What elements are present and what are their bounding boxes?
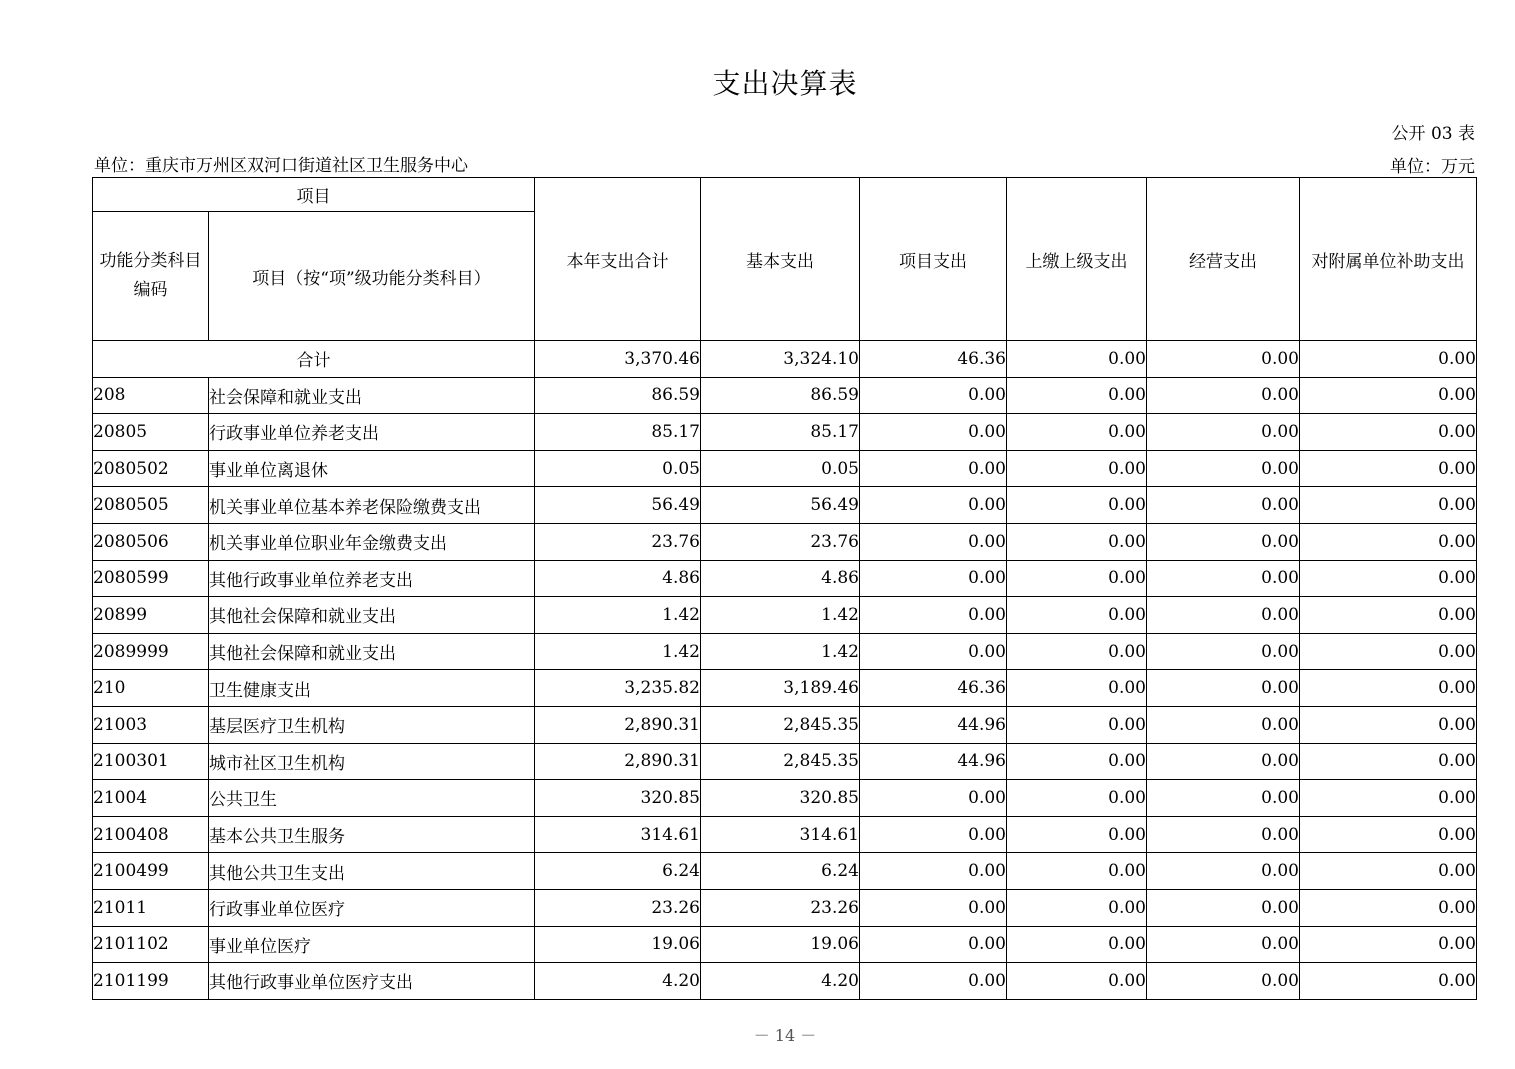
row-name: 基本公共卫生服务 xyxy=(209,816,535,853)
row-value: 0.00 xyxy=(860,487,1007,524)
row-value: 0.00 xyxy=(860,963,1007,1000)
row-value: 1.42 xyxy=(535,597,701,634)
header-subsidy: 对附属单位补助支出 xyxy=(1300,178,1477,341)
row-code: 2100301 xyxy=(93,743,209,780)
currency-unit: 单位：万元 xyxy=(1390,157,1475,177)
row-value: 0.00 xyxy=(1147,926,1300,963)
row-value: 0.00 xyxy=(1147,706,1300,743)
table-row xyxy=(93,853,1477,890)
row-value: 0.00 xyxy=(860,780,1007,817)
row-name: 事业单位离退休 xyxy=(209,450,535,487)
row-value: 0.00 xyxy=(860,377,1007,414)
row-name: 其他公共卫生支出 xyxy=(209,853,535,890)
row-code: 208 xyxy=(93,377,209,414)
row-value: 0.00 xyxy=(1147,377,1300,414)
row-value: 0.00 xyxy=(1147,523,1300,560)
row-value: 0.00 xyxy=(1007,377,1147,414)
table-row xyxy=(93,487,1477,524)
row-value: 0.00 xyxy=(1147,670,1300,707)
row-value: 6.24 xyxy=(701,853,860,890)
total-value: 46.36 xyxy=(860,341,1007,378)
row-value: 0.00 xyxy=(1300,853,1477,890)
row-value: 0.00 xyxy=(1300,560,1477,597)
row-value: 0.00 xyxy=(1147,560,1300,597)
table-row xyxy=(93,414,1477,451)
unit-name: 单位：重庆市万州区双河口街道社区卫生服务中心 xyxy=(94,156,468,176)
row-code: 21004 xyxy=(93,780,209,817)
row-value: 320.85 xyxy=(701,780,860,817)
row-value: 0.00 xyxy=(1147,597,1300,634)
row-code: 2080502 xyxy=(93,450,209,487)
row-value: 19.06 xyxy=(701,926,860,963)
row-value: 0.00 xyxy=(860,450,1007,487)
row-code: 20899 xyxy=(93,597,209,634)
table-row xyxy=(93,816,1477,853)
row-value: 0.00 xyxy=(860,926,1007,963)
row-value: 0.00 xyxy=(1300,743,1477,780)
row-value: 44.96 xyxy=(860,743,1007,780)
row-value: 0.00 xyxy=(1007,743,1147,780)
table-row xyxy=(93,633,1477,670)
row-value: 0.00 xyxy=(1007,414,1147,451)
row-value: 0.00 xyxy=(1007,816,1147,853)
row-value: 0.00 xyxy=(1147,743,1300,780)
row-value: 4.86 xyxy=(701,560,860,597)
row-value: 4.20 xyxy=(535,963,701,1000)
header-upper-payment: 上缴上级支出 xyxy=(1007,178,1147,341)
row-value: 0.00 xyxy=(1147,889,1300,926)
row-value: 0.00 xyxy=(1147,487,1300,524)
row-name: 行政事业单位养老支出 xyxy=(209,414,535,451)
row-value: 0.00 xyxy=(860,414,1007,451)
row-value: 19.06 xyxy=(535,926,701,963)
table-row xyxy=(93,926,1477,963)
row-value: 0.00 xyxy=(1300,414,1477,451)
row-value: 0.00 xyxy=(1007,560,1147,597)
row-code: 210 xyxy=(93,670,209,707)
row-value: 86.59 xyxy=(535,377,701,414)
row-code: 21003 xyxy=(93,706,209,743)
row-value: 0.00 xyxy=(1147,450,1300,487)
row-value: 0.05 xyxy=(535,450,701,487)
row-value: 0.00 xyxy=(1007,706,1147,743)
row-code: 2101199 xyxy=(93,963,209,1000)
row-value: 56.49 xyxy=(535,487,701,524)
row-value: 2,845.35 xyxy=(701,743,860,780)
row-name: 社会保障和就业支出 xyxy=(209,377,535,414)
row-value: 0.00 xyxy=(1007,926,1147,963)
row-code: 2100499 xyxy=(93,853,209,890)
total-value: 0.00 xyxy=(1147,341,1300,378)
row-value: 0.00 xyxy=(1007,450,1147,487)
row-code: 20805 xyxy=(93,414,209,451)
row-value: 2,890.31 xyxy=(535,743,701,780)
row-value: 6.24 xyxy=(535,853,701,890)
row-code: 2080599 xyxy=(93,560,209,597)
header-item-name: 项目（按“项”级功能分类科目） xyxy=(209,212,535,341)
table-body xyxy=(93,341,1477,1000)
row-value: 0.00 xyxy=(860,816,1007,853)
row-value: 2,890.31 xyxy=(535,706,701,743)
row-value: 86.59 xyxy=(701,377,860,414)
row-value: 0.00 xyxy=(1147,633,1300,670)
row-value: 0.00 xyxy=(1147,963,1300,1000)
row-value: 0.00 xyxy=(1007,670,1147,707)
header-project: 项目 xyxy=(93,178,535,212)
row-value: 0.00 xyxy=(1300,670,1477,707)
total-value: 0.00 xyxy=(1007,341,1147,378)
row-value: 0.00 xyxy=(1300,963,1477,1000)
header-business: 经营支出 xyxy=(1147,178,1300,341)
row-value: 85.17 xyxy=(701,414,860,451)
row-name: 卫生健康支出 xyxy=(209,670,535,707)
header-basic: 基本支出 xyxy=(701,178,860,341)
table-row xyxy=(93,670,1477,707)
row-value: 0.00 xyxy=(1300,816,1477,853)
total-value: 3,370.46 xyxy=(535,341,701,378)
table-row xyxy=(93,450,1477,487)
row-value: 46.36 xyxy=(860,670,1007,707)
page-number: － 14 － xyxy=(753,1026,817,1045)
table-row xyxy=(93,743,1477,780)
row-name: 机关事业单位职业年金缴费支出 xyxy=(209,523,535,560)
row-code: 2100408 xyxy=(93,816,209,853)
row-value: 2,845.35 xyxy=(701,706,860,743)
row-value: 0.00 xyxy=(1300,780,1477,817)
row-name: 其他社会保障和就业支出 xyxy=(209,633,535,670)
row-name: 城市社区卫生机构 xyxy=(209,743,535,780)
table-row xyxy=(93,706,1477,743)
row-value: 3,235.82 xyxy=(535,670,701,707)
row-name: 基层医疗卫生机构 xyxy=(209,706,535,743)
row-value: 0.00 xyxy=(1300,377,1477,414)
total-row xyxy=(93,341,1477,378)
row-code: 2080505 xyxy=(93,487,209,524)
row-value: 0.00 xyxy=(1300,523,1477,560)
row-code: 21011 xyxy=(93,889,209,926)
total-label: 合计 xyxy=(93,341,535,378)
row-value: 0.00 xyxy=(860,853,1007,890)
row-code: 2101102 xyxy=(93,926,209,963)
table-row xyxy=(93,377,1477,414)
table-row xyxy=(93,560,1477,597)
header-total: 本年支出合计 xyxy=(535,178,701,341)
row-name: 其他行政事业单位医疗支出 xyxy=(209,963,535,1000)
table-row xyxy=(93,889,1477,926)
row-code: 2089999 xyxy=(93,633,209,670)
row-value: 0.00 xyxy=(1300,706,1477,743)
row-value: 0.00 xyxy=(1147,414,1300,451)
row-value: 23.76 xyxy=(535,523,701,560)
header-code: 功能分类科目编码 xyxy=(93,212,209,341)
row-value: 0.00 xyxy=(1300,487,1477,524)
row-value: 0.00 xyxy=(860,889,1007,926)
row-value: 0.00 xyxy=(860,523,1007,560)
expenditure-table xyxy=(92,177,1477,1000)
row-name: 机关事业单位基本养老保险缴费支出 xyxy=(209,487,535,524)
row-value: 3,189.46 xyxy=(701,670,860,707)
row-value: 0.00 xyxy=(1300,597,1477,634)
row-value: 0.00 xyxy=(1007,853,1147,890)
table-row xyxy=(93,597,1477,634)
row-value: 0.00 xyxy=(860,597,1007,634)
page-title: 支出决算表 xyxy=(712,67,858,100)
row-name: 公共卫生 xyxy=(209,780,535,817)
row-value: 23.76 xyxy=(701,523,860,560)
table-row xyxy=(93,523,1477,560)
table-number: 公开 03 表 xyxy=(1391,124,1475,144)
row-value: 23.26 xyxy=(535,889,701,926)
row-value: 4.86 xyxy=(535,560,701,597)
row-code: 2080506 xyxy=(93,523,209,560)
row-value: 320.85 xyxy=(535,780,701,817)
row-value: 85.17 xyxy=(535,414,701,451)
row-value: 0.00 xyxy=(1007,780,1147,817)
row-name: 行政事业单位医疗 xyxy=(209,889,535,926)
row-value: 0.00 xyxy=(860,633,1007,670)
row-value: 0.00 xyxy=(1007,633,1147,670)
row-value: 0.00 xyxy=(1147,816,1300,853)
row-value: 1.42 xyxy=(701,597,860,634)
row-value: 1.42 xyxy=(535,633,701,670)
row-value: 44.96 xyxy=(860,706,1007,743)
row-value: 0.00 xyxy=(1147,853,1300,890)
row-value: 0.05 xyxy=(701,450,860,487)
header-project-expenditure: 项目支出 xyxy=(860,178,1007,341)
row-value: 0.00 xyxy=(1147,780,1300,817)
table-row xyxy=(93,780,1477,817)
row-value: 0.00 xyxy=(1007,523,1147,560)
total-value: 3,324.10 xyxy=(701,341,860,378)
row-value: 0.00 xyxy=(1007,889,1147,926)
row-value: 314.61 xyxy=(701,816,860,853)
row-value: 23.26 xyxy=(701,889,860,926)
row-value: 0.00 xyxy=(1007,963,1147,1000)
row-value: 0.00 xyxy=(1300,926,1477,963)
row-value: 314.61 xyxy=(535,816,701,853)
row-value: 0.00 xyxy=(1300,450,1477,487)
row-value: 4.20 xyxy=(701,963,860,1000)
table-row xyxy=(93,963,1477,1000)
row-value: 0.00 xyxy=(1300,633,1477,670)
row-name: 其他行政事业单位养老支出 xyxy=(209,560,535,597)
row-value: 0.00 xyxy=(1007,487,1147,524)
row-value: 56.49 xyxy=(701,487,860,524)
row-name: 事业单位医疗 xyxy=(209,926,535,963)
total-value: 0.00 xyxy=(1300,341,1477,378)
row-name: 其他社会保障和就业支出 xyxy=(209,597,535,634)
row-value: 1.42 xyxy=(701,633,860,670)
row-value: 0.00 xyxy=(860,560,1007,597)
row-value: 0.00 xyxy=(1300,889,1477,926)
row-value: 0.00 xyxy=(1007,597,1147,634)
